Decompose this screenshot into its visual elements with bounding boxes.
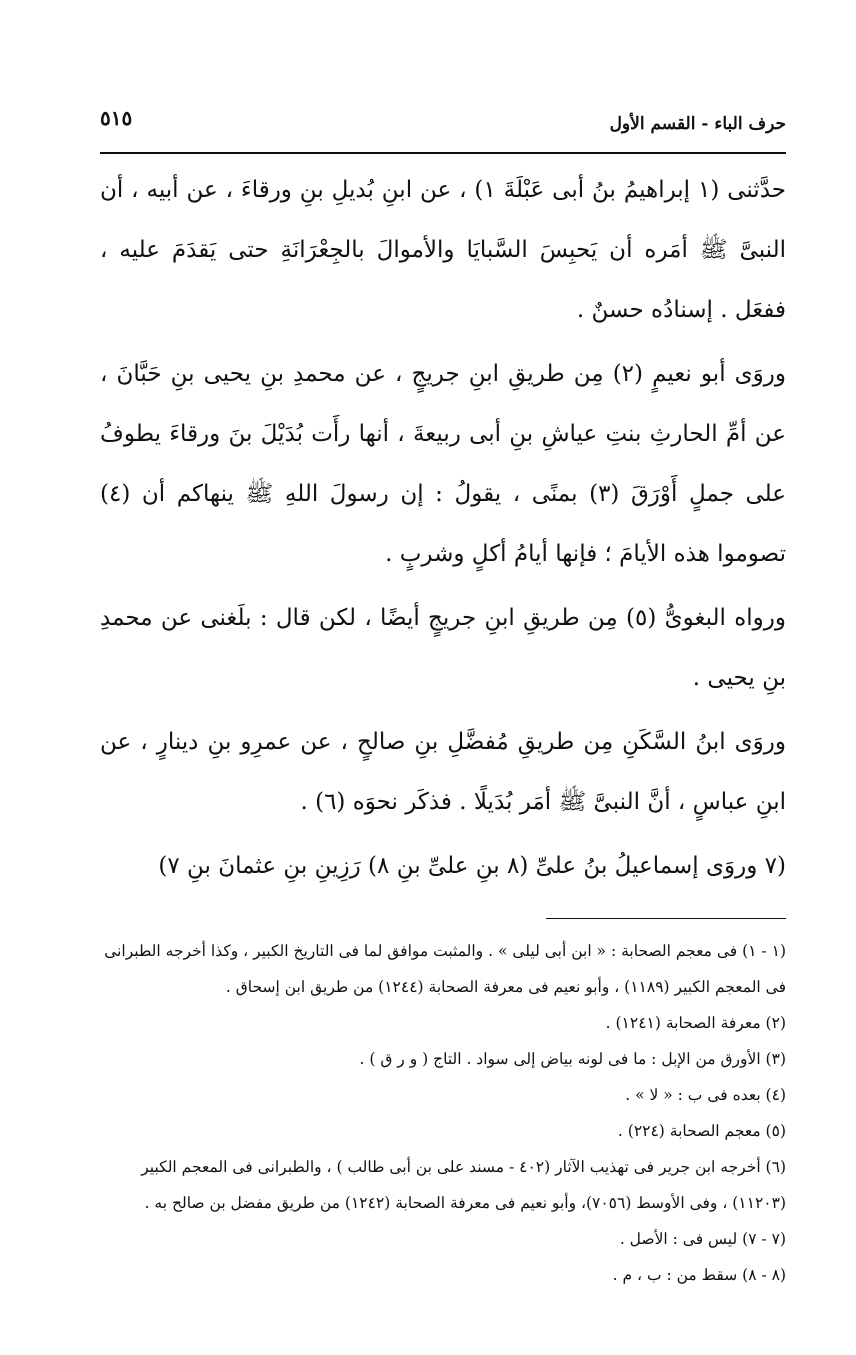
page-number: ٥١٥ xyxy=(100,106,133,130)
footnote: (٦) أخرجه ابن جرير فى تهذيب الآثار (٤٠٢ - مسند على بن أبى طالب ) ، والطبرانى فى المعجم الكبير (١١٢٠٣) ، وفى الأوسط (٧٠٥٦)، وأبو نعيم فى معرفة الصحابة (١٢٤٢) من طريق مفضل بن صالح به . xyxy=(141,1158,786,1212)
paragraph: حدَّثنى (١ إبراهيمُ بنُ أبى عَبْلَةَ ١) ، عن ابنِ بُديلِ بنِ ورقاءَ ، عن أبيه ، أن النبىَّ ﷺ أمَره أن يَحبِسَ السَّبايَا والأموالَ بالجِعْرَانَةِ حتى يَقدَمَ عليه ، ففعَل . إسنادُه حسنٌ . xyxy=(100,177,786,323)
footnote-separator xyxy=(546,918,786,919)
footnote: (١ - ١) فى معجم الصحابة : « ابن أبى ليلى » . والمثبت موافق لما فى التاريخ الكبير ، وكذا أخرجه الطبرانى فى المعجم الكبير (١١٨٩) ، وأبو نعيم فى معرفة الصحابة (١٢٤٤) من طريق ابن إسحاق . xyxy=(104,942,786,996)
paragraph: ورواه البغوىُّ (٥) مِن طريقِ ابنِ جريجٍ أيضًا ، لكن قال : بلَغنى عن محمدِ بنِ يحيى . xyxy=(100,605,786,691)
header-rule xyxy=(100,152,786,154)
paragraph: وروَى أبو نعيمٍ (٢) مِن طريقِ ابنِ جريجٍ ، عن محمدِ بنِ يحيى بنِ حَبَّانَ ، عن أمِّ الحارثِ بنتِ عياشِ بنِ أبى ربيعةَ ، أنها رأَت بُدَيْلَ بنَ ورقاءَ يطوفُ على جملٍ أَوْرَقَ (٣) بمنًى ، يقولُ : إن رسولَ اللهِ ﷺ ينهاكم أن (٤) تصوموا هذه الأيامَ ؛ فإنها أيامُ أكلٍ وشربٍ . xyxy=(100,361,786,567)
footnote: (٨ - ٨) سقط من : ب ، م . xyxy=(612,1266,786,1284)
main-text xyxy=(100,160,786,896)
page-header xyxy=(100,100,786,152)
paragraph: وروَى ابنُ السَّكَنِ مِن طريقِ مُفضَّلِ بنِ صالحٍ ، عن عمرِو بنِ دينارٍ ، عن ابنِ عباسٍ ، أنَّ النبىَّ ﷺ أمَر بُدَيلًا . فذكَر نحوَه (٦) . xyxy=(100,729,786,815)
footnote: (٥) معجم الصحابة (٢٢٤) . xyxy=(617,1122,786,1140)
footnotes xyxy=(100,933,786,1293)
footnote: (٢) معرفة الصحابة (١٢٤١) . xyxy=(605,1014,786,1032)
footnote: (٧ - ٧) ليس فى : الأصل . xyxy=(619,1230,786,1248)
footnote: (٤) بعده فى ب : « لا » . xyxy=(625,1086,786,1104)
running-title: حرف الباء - القسم الأول xyxy=(609,114,786,134)
footnote: (٣) الأورق من الإبل : ما فى لونه بياض إلى سواد . التاج ( و ر ق ) . xyxy=(359,1050,786,1068)
paragraph: (٧ وروَى إسماعيلُ بنُ علىِّ (٨ بنِ علىِّ بنِ ٨) رَزِينِ بنِ عثمانَ بنِ ٧) xyxy=(158,853,786,879)
